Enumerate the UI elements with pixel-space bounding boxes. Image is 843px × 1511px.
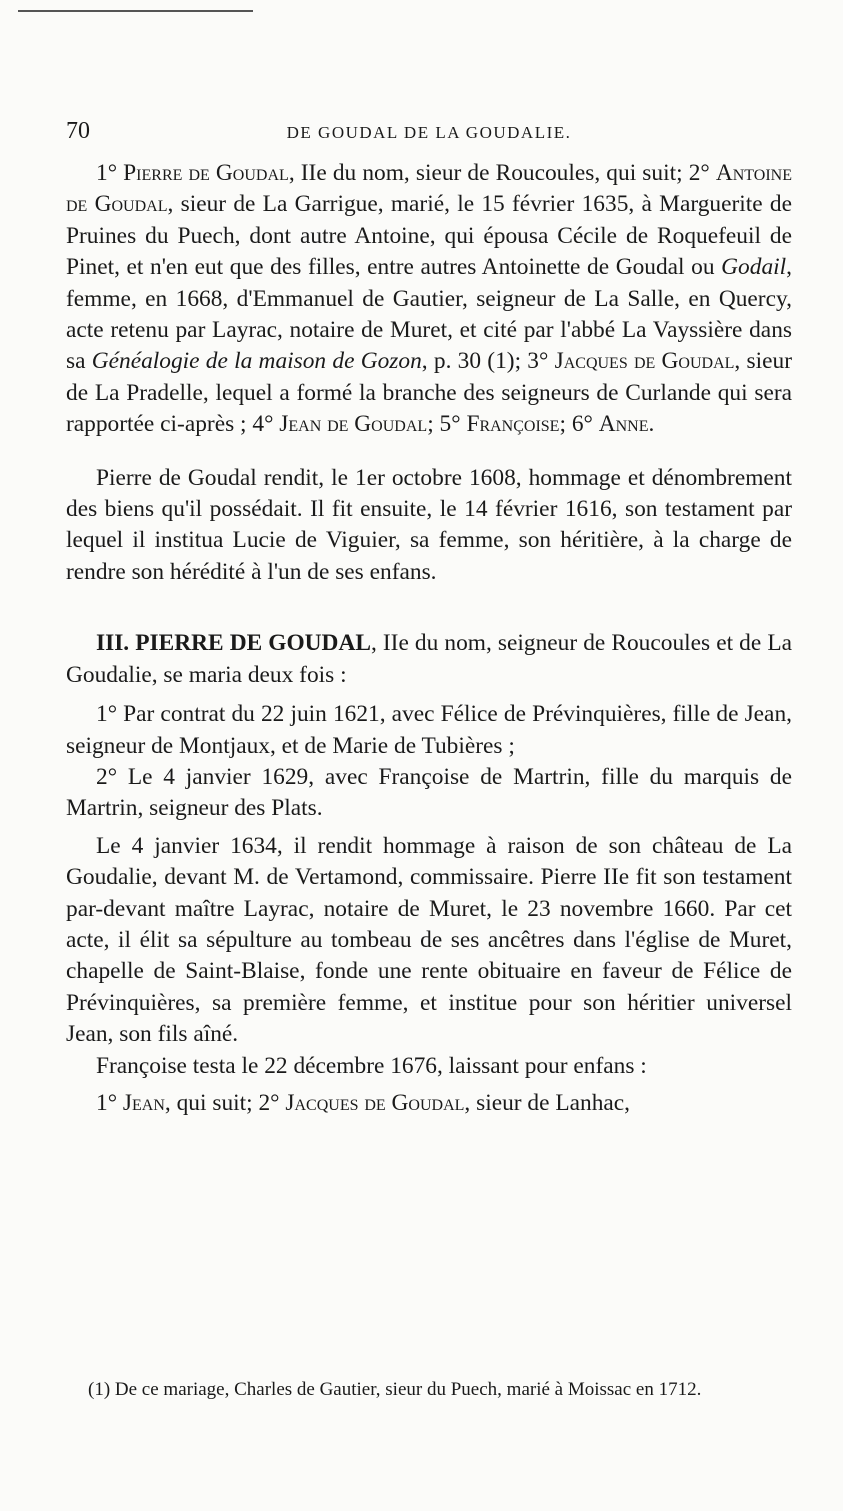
page-header bbox=[66, 118, 792, 148]
paragraph-homage-1608: Pierre de Goudal rendit, le 1er octobre 1608, hommage et dénombrement des biens qu'il possédait. Il fit ensuite, le 14 février 1616, son testament par lequel il institua Lucie de Viguier, sa femme, son héritière, à la charge de rendre son hérédité à l'un de ses enfans. bbox=[66, 464, 792, 585]
running-head: DE GOUDAL DE LA GOUDALIE. bbox=[286, 123, 572, 142]
paragraph-francoise-testament: Françoise testa le 22 décembre 1676, laissant pour enfans : bbox=[96, 1052, 647, 1079]
page-number: 70 bbox=[66, 118, 90, 144]
paragraph-children-iv: 1° Jean, qui suit; 2° Jacques de Goudal, sieur de Lanhac, bbox=[96, 1089, 631, 1116]
footnote: (1) De ce mariage, Charles de Gautier, sieur du Puech, marié à Moissac en 1712. bbox=[88, 1379, 702, 1400]
paragraph-second-marriage: 2° Le 4 janvier 1629, avec Françoise de Martrin, fille du marquis de Martrin, seigneur des Plats. bbox=[66, 763, 792, 822]
paragraph-first-marriage: 1° Par contrat du 22 juin 1621, avec Félice de Prévinquières, fille de Jean, seigneur de Montjaux, et de Marie de Tubières ; bbox=[66, 701, 792, 759]
section-heading: III. PIERRE DE GOUDAL bbox=[96, 630, 371, 657]
paragraph-section-iii: III. PIERRE DE GOUDAL, IIe du nom, seigneur de Roucoules et de La Goudalie, se maria deux fois : bbox=[66, 630, 792, 688]
top-rule bbox=[18, 10, 253, 12]
paragraph-testament-1660: Le 4 janvier 1634, il rendit hommage à raison de son château de La Goudalie, devant M. de Vertamond, commissaire. Pierre IIe fit son testament par-devant maître Layrac, notaire de Muret, le 23 novembre 1660. Par cet acte, il élit sa sépulture au tombeau de ses ancêtres dans l'église de Muret, chapelle de Saint-Blaise, fonde une rente obituaire en faveur de Félice de Prévinquières, sa première femme, et institue pour son héritier universel Jean, son fils aîné. bbox=[66, 832, 792, 1048]
page-body bbox=[66, 158, 792, 1119]
paragraph-children-list: 1° Pierre de Goudal, IIe du nom, sieur de Roucoules, qui suit; 2° Antoine de Goudal, sieur de La Garrigue, marié, le 15 février 1635, à Marguerite de Pruines du Puech, dont autre Antoine, qui épousa Cécile de Roquefeuil de Pinet, et n'en eut que des filles, entre autres Antoinette de Goudal ou Godail, femme, en 1668, d'Emmanuel de Gautier, seigneur de La Salle, en Quercy, acte retenu par Layrac, notaire de Muret, et cité par l'abbé La Vayssière dans sa Généalogie de la maison de Gozon, p. 30 (1); 3° Jacques de Goudal, sieur de La Pradelle, lequel a formé la branche des seigneurs de Curlande qui sera rapportée ci-après ; 4° Jean de Goudal; 5° Françoise; 6° Anne. bbox=[66, 160, 792, 438]
